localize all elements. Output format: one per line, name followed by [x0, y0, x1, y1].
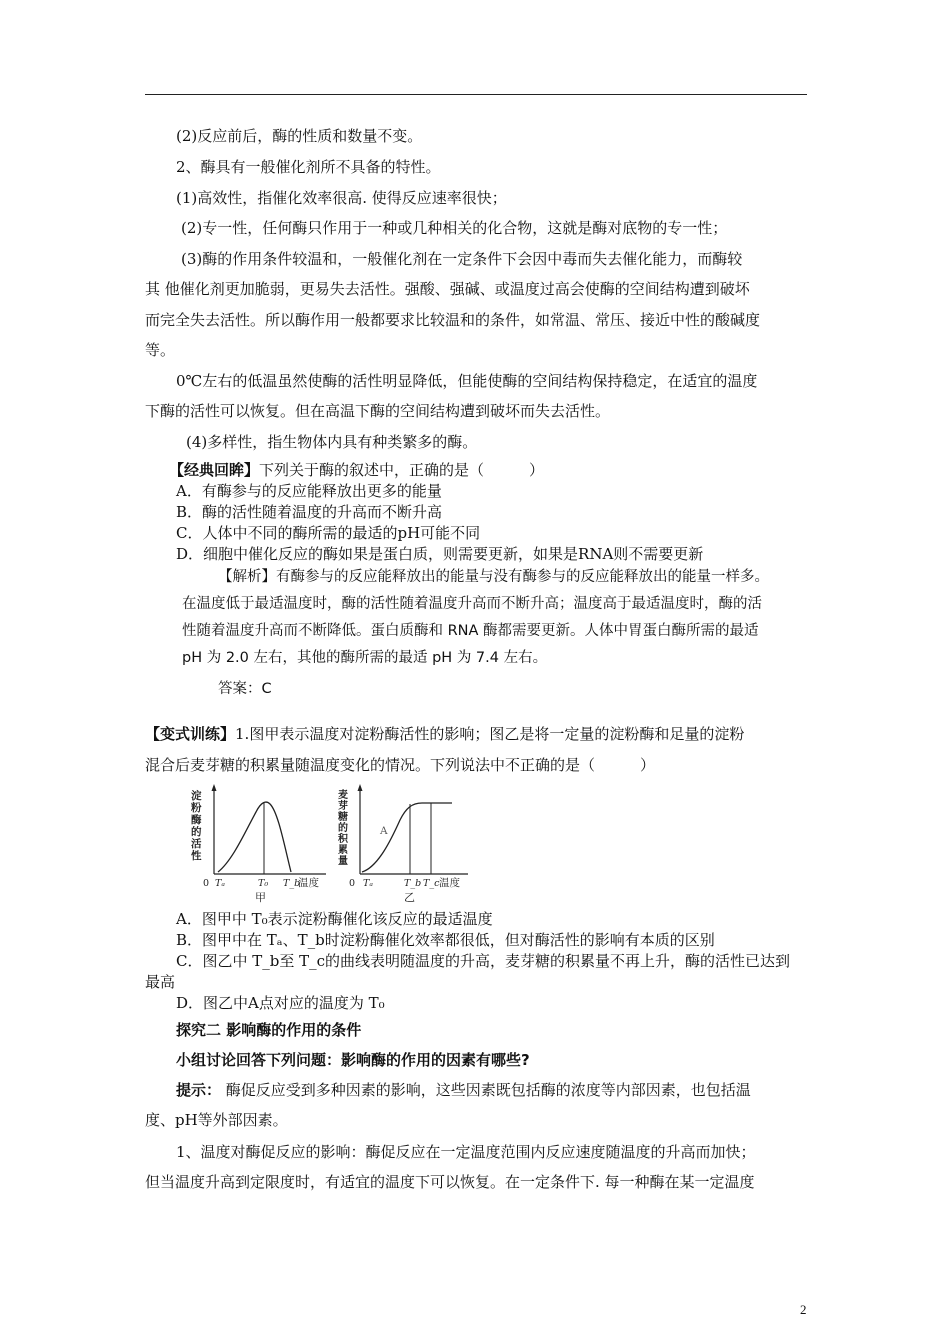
classic-stem: 下列关于酶的叙述中，正确的是（ ）: [259, 461, 545, 479]
jia-activity-curve: [218, 802, 291, 872]
jia-tick-ta: Tₐ: [215, 878, 225, 889]
jia-ylabel: 粉: [191, 802, 202, 814]
yi-ylabel: 糖: [338, 812, 348, 823]
variant-training: [145, 724, 744, 744]
text-line: 而完全失去活性。所以酶作用一般都要求比较温和的条件，如常温、常压、接近中性的酸碱度: [145, 311, 761, 329]
jia-ylabel: 淀: [191, 790, 202, 802]
header-rule: [145, 94, 807, 95]
option-c: C．人体中不同的酶所需的最适的pH可能不同: [176, 524, 481, 542]
jia-ylabel: 活: [191, 838, 202, 850]
variant-option-d: D．图乙中A点对应的温度为 T₀: [176, 994, 385, 1012]
text-line: (3)酶的作用条件较温和，一般催化剂在一定条件下会因中毒而失去催化能力，而酶较: [181, 250, 743, 268]
option-d: D．细胞中催化反应的酶如果是蛋白质，则需要更新，如果是RNA则不需要更新: [176, 545, 704, 563]
text-line: (2)反应前后，酶的性质和数量不变。: [176, 127, 423, 145]
yi-ylabel: 累: [338, 845, 348, 856]
graph-jia: [190, 784, 326, 904]
jia-caption: 甲: [255, 891, 266, 904]
hint-label: 提示：: [176, 1081, 222, 1099]
variant-option-b: B．图甲中在 Tₐ、T_b时淀粉酶催化效率都很低，但对酶活性的影响有本质的区别: [176, 931, 715, 949]
text-line: 1、温度对酶促反应的影响：酶促反应在一定温度范围内反应速度随温度的升高而加快；: [176, 1143, 756, 1161]
analysis-line: 【解析】有酶参与的反应能释放出的能量与没有酶参与的反应能释放出的能量一样多。: [218, 569, 769, 585]
discussion-question: 小组讨论回答下列问题：影响酶的作用的因素有哪些?: [176, 1051, 530, 1069]
enzyme-figure: [188, 782, 473, 904]
yi-xlabel: 温度: [439, 877, 460, 889]
text-line: 等。: [145, 341, 176, 359]
jia-y-arrow: [212, 784, 217, 791]
yi-maltose-curve: [362, 803, 452, 872]
yi-origin: 0: [349, 878, 356, 889]
analysis-line: 在温度低于最适温度时，酶的活性随着温度升高而不断升高；温度高于最适温度时，酶的活: [182, 596, 762, 612]
text-line: 但当温度升高到定限度时，有适宜的温度下可以恢复。在一定条件下. 每一种酶在某一定温度: [145, 1173, 755, 1191]
yi-caption: 乙: [404, 891, 415, 904]
classic-heading: 【经典回眸】: [169, 461, 260, 479]
jia-ylabel: 酶: [191, 814, 202, 826]
yi-ylabel: 量: [338, 856, 348, 867]
answer: 答案：C: [218, 681, 272, 697]
variant-stem: 1.图甲表示温度对淀粉酶活性的影响；图乙是将一定量的淀粉酶和足量的淀粉: [235, 725, 745, 743]
analysis-line: pH 为 2.0 左右，其他的酶所需的最适 pH 为 7.4 左右。: [182, 650, 548, 666]
section-title: 探究二 影响酶的作用的条件: [176, 1021, 362, 1039]
yi-tick-tc: T_c: [423, 878, 440, 889]
text-line: (2)专一性，任何酶只作用于一种或几种相关的化合物，这就是酶对底物的专一性；: [181, 219, 728, 237]
variant-heading: 【变式训练】: [145, 725, 236, 743]
yi-ylabel: 的: [338, 823, 348, 834]
jia-tick-t0: T₀: [258, 878, 269, 889]
jia-ylabel: 的: [191, 826, 202, 838]
text-line: 下酶的活性可以恢复。但在高温下酶的空间结构遭到破坏而失去活性。: [145, 402, 611, 420]
yi-y-arrow: [358, 784, 363, 791]
jia-xlabel: 温度: [298, 877, 319, 889]
variant-option-a: A．图甲中 T₀表示淀粉酶催化该反应的最适温度: [176, 910, 493, 928]
yi-tick-ta: Tₐ: [363, 878, 373, 889]
yi-point-a: A: [380, 825, 388, 837]
option-b: B．酶的活性随着温度的升高而不断升高: [176, 503, 443, 521]
hint-line: [176, 1080, 751, 1100]
analysis-line: 性随着温度升高而不断降低。蛋白质酶和 RNA 酶都需要更新。人体中胃蛋白酶所需的最适: [182, 623, 759, 639]
jia-ylabel: 性: [191, 850, 202, 862]
option-a: A．有酶参与的反应能释放出更多的能量: [176, 482, 442, 500]
jia-origin: 0: [203, 878, 210, 889]
page-number: 2: [800, 1302, 807, 1317]
classic-review: [169, 460, 544, 480]
yi-tick-tb: T_b: [404, 878, 422, 889]
jia-tick-tb: T_b: [283, 878, 301, 889]
yi-ylabel: 麦: [338, 790, 348, 801]
text-line: 2、酶具有一般催化剂所不具备的特性。: [176, 158, 441, 176]
variant-option-c-cont: 最高: [145, 973, 176, 991]
variant-stem-2: 混合后麦芽糖的积累量随温度变化的情况。下列说法中不正确的是（ ）: [145, 756, 656, 774]
graph-yi: [337, 784, 468, 904]
text-line: 0℃左右的低温虽然使酶的活性明显降低，但能使酶的空间结构保持稳定，在适宜的温度: [176, 372, 758, 390]
text-line: (4)多样性，指生物体内具有种类繁多的酶。: [186, 433, 478, 451]
text-line: 其 他催化剂更加脆弱，更易失去活性。强酸、强碱、或温度过高会使酶的空间结构遭到破坏: [145, 280, 750, 298]
yi-ylabel: 积: [338, 834, 348, 845]
yi-ylabel: 芽: [338, 801, 348, 812]
variant-option-c: C．图乙中 T_b至 T_c的曲线表明随温度的升高，麦芽糖的积累量不再上升，酶的活性已达到: [176, 952, 791, 970]
text-line: (1)高效性，指催化效率很高. 使得反应速率很快；: [176, 189, 507, 207]
hint-line-2: 度、pH等外部因素。: [145, 1111, 288, 1129]
hint-text: 酶促反应受到多种因素的影响，这些因素既包括酶的浓度等内部因素，也包括温: [221, 1081, 751, 1099]
